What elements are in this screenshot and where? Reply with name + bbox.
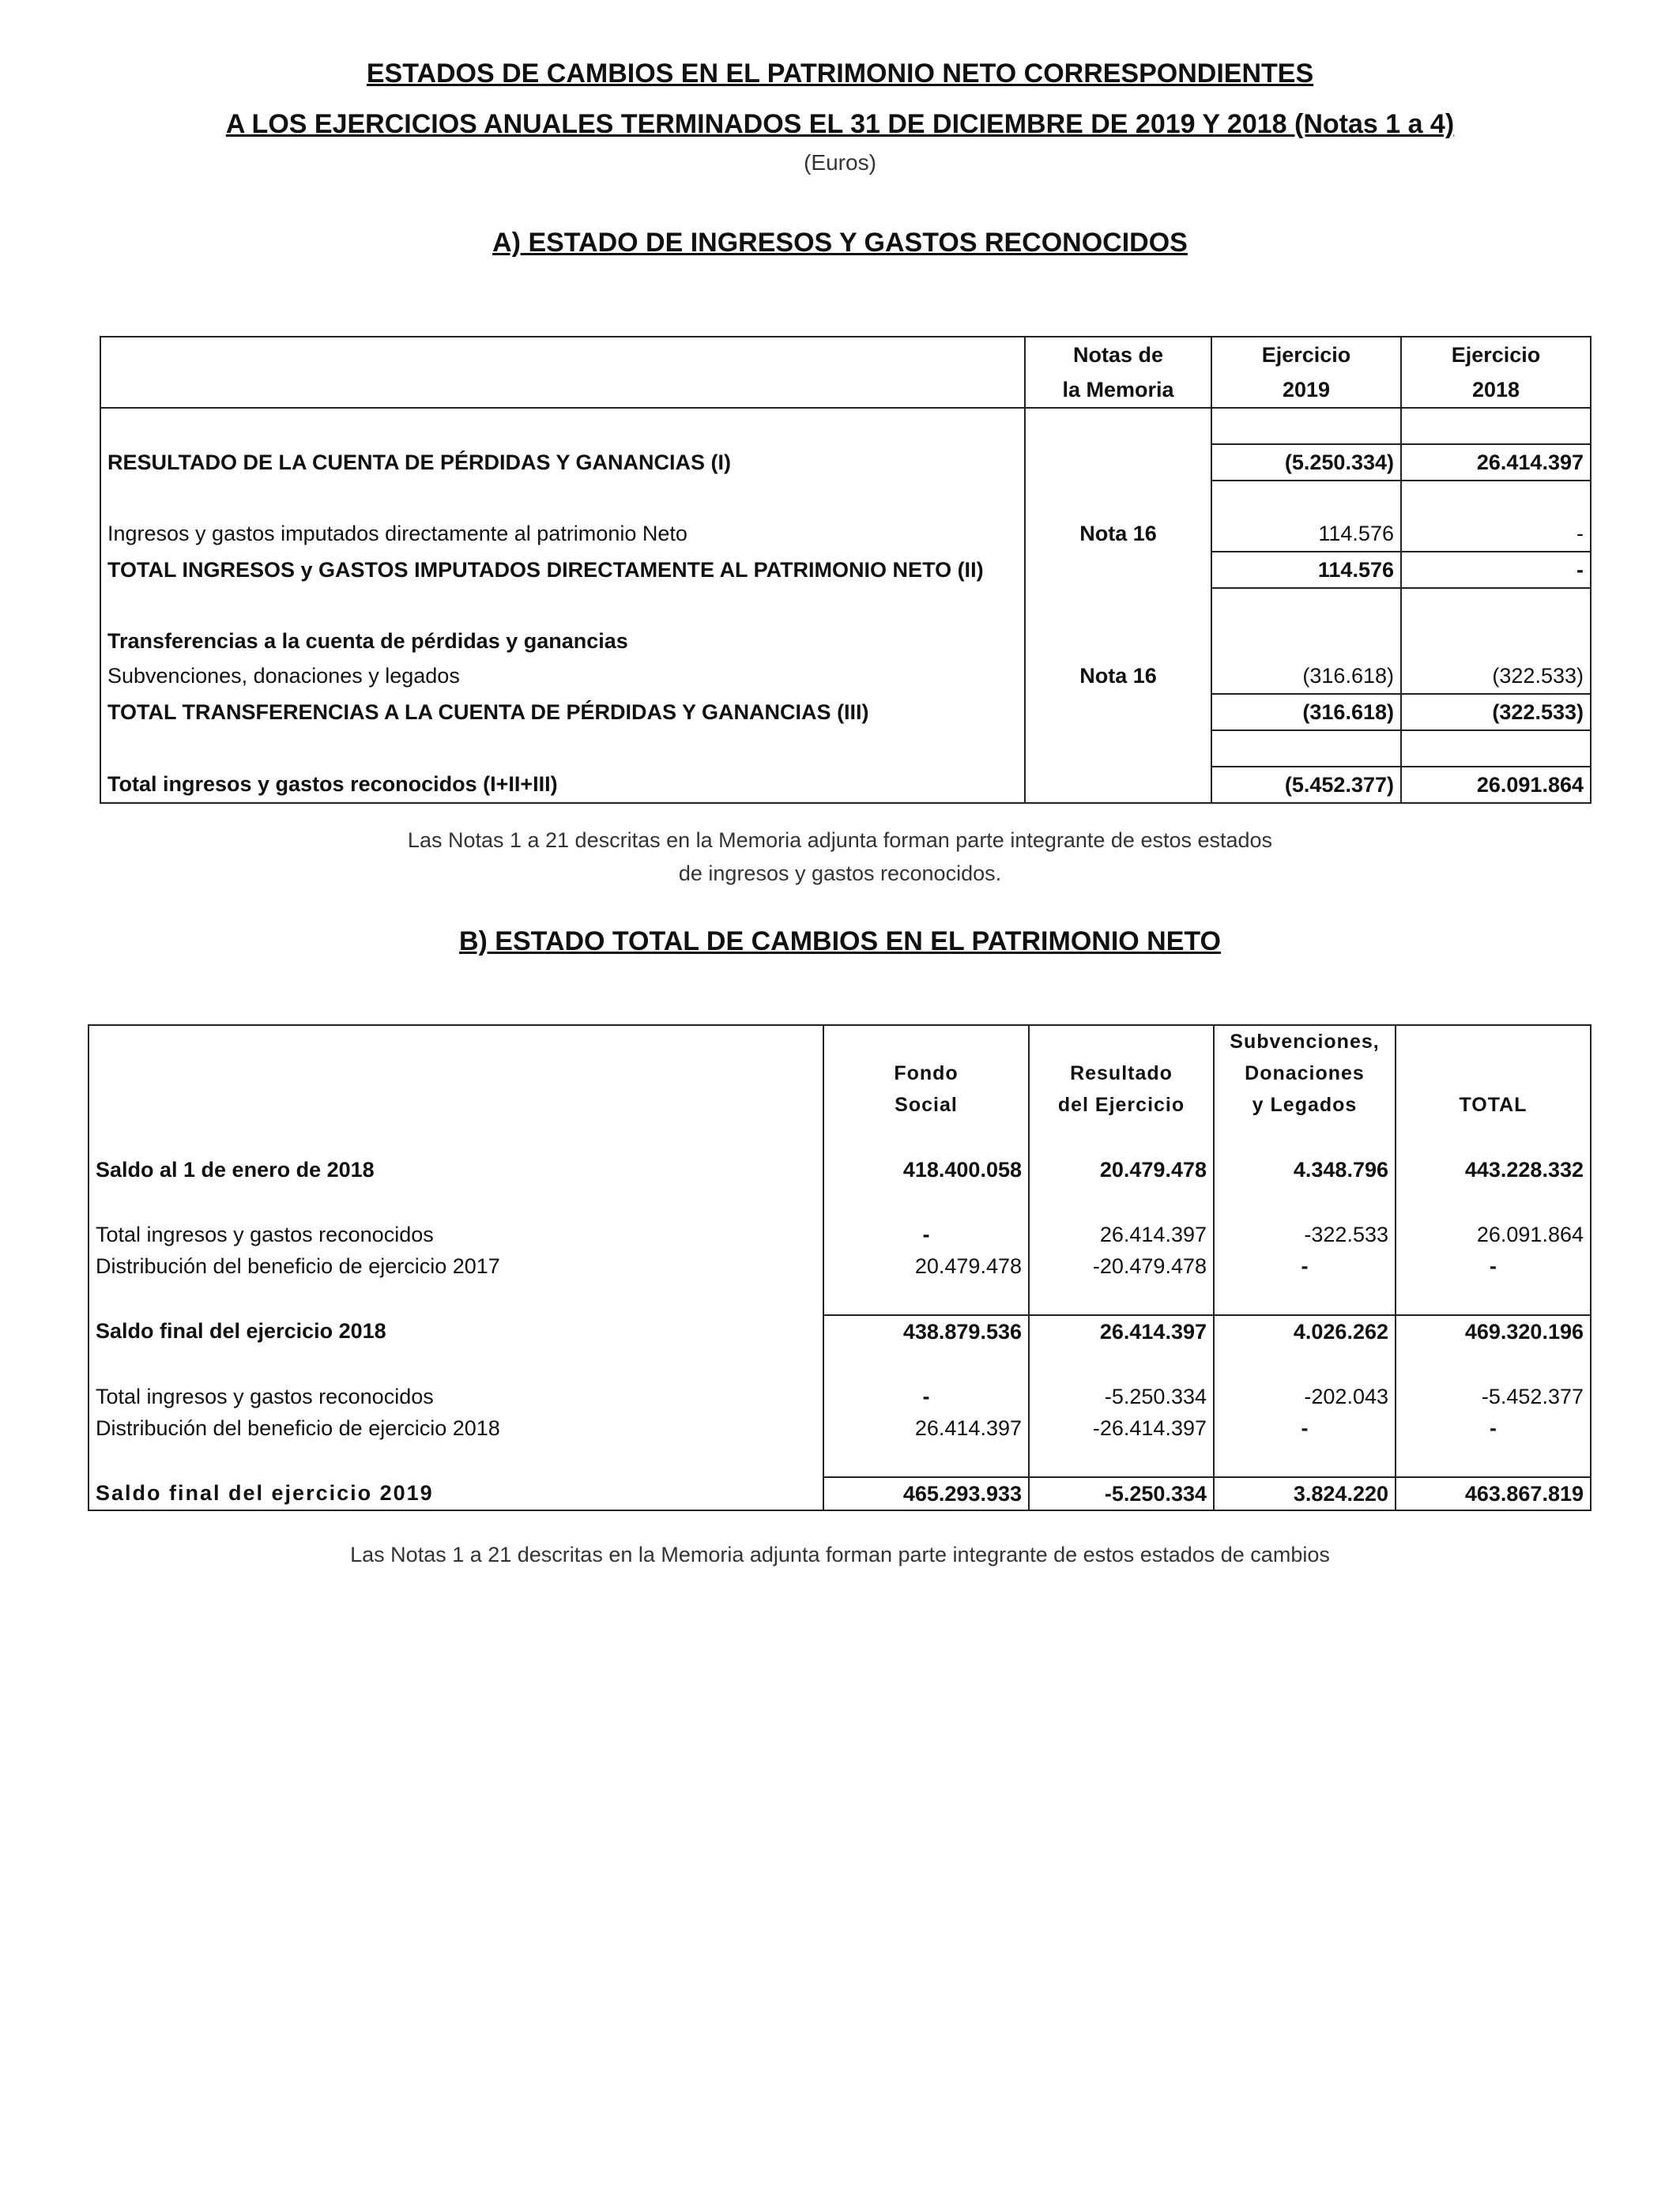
currency-label: (Euros) — [804, 150, 876, 175]
row-subv: - — [1214, 1250, 1396, 1282]
table-row — [100, 767, 1591, 803]
table-row — [89, 1154, 1591, 1186]
row-resultado: -26.414.397 — [1029, 1412, 1214, 1444]
row-total: - — [1396, 1250, 1591, 1282]
row-label: Total ingresos y gastos reconocidos — [96, 1384, 434, 1408]
row-label: TOTAL INGRESOS y GASTOS IMPUTADOS DIRECTAMENTE AL PATRIMONIO NETO (II) — [107, 557, 984, 582]
row-note — [1025, 624, 1211, 658]
table-row — [100, 552, 1591, 588]
col-fondo-header-2: Social — [823, 1089, 1029, 1121]
equity-changes-table — [88, 1024, 1591, 1511]
row-total: 463.867.819 — [1396, 1477, 1591, 1510]
table-row — [89, 1412, 1591, 1444]
row-resultado: 26.414.397 — [1029, 1315, 1214, 1348]
table-row — [100, 444, 1591, 481]
row-label: Distribución del beneficio de ejercicio 2017 — [96, 1253, 500, 1278]
row-subv: -322.533 — [1214, 1219, 1396, 1250]
col-subv-header-2: Donaciones — [1214, 1057, 1396, 1089]
col-resultado-header-1: Resultado — [1029, 1057, 1214, 1089]
col-fondo-header-1: Fondo — [823, 1057, 1029, 1089]
section-a-footnote-line1: Las Notas 1 a 21 descritas en la Memoria adjunta forman parte integrante de estos estados — [407, 828, 1273, 852]
row-value-2019 — [1211, 624, 1401, 658]
row-label: Saldo final del ejercicio 2018 — [96, 1319, 386, 1343]
section-a-footnote-line2: de ingresos y gastos reconocidos. — [678, 861, 1002, 885]
table-row — [89, 1315, 1591, 1348]
table-row — [89, 1250, 1591, 1282]
col-subv-header-3: y Legados — [1214, 1089, 1396, 1121]
row-note — [1025, 767, 1211, 803]
row-label: Ingresos y gastos imputados directamente al patrimonio Neto — [107, 522, 687, 545]
row-value-2019: (316.618) — [1211, 694, 1401, 730]
row-fondo: 20.479.478 — [823, 1250, 1029, 1282]
col-total-header: TOTAL — [1396, 1089, 1591, 1121]
row-resultado: -5.250.334 — [1029, 1381, 1214, 1412]
row-value-2018 — [1401, 624, 1591, 658]
row-subv: -202.043 — [1214, 1381, 1396, 1412]
row-subv: 4.348.796 — [1214, 1154, 1396, 1186]
section-b-title: B) ESTADO TOTAL DE CAMBIOS EN EL PATRIMONIO NETO — [458, 926, 1221, 956]
row-label: TOTAL TRANSFERENCIAS A LA CUENTA DE PÉRDIDAS Y GANANCIAS (III) — [107, 699, 869, 724]
row-value-2018: (322.533) — [1401, 694, 1591, 730]
income-expense-table — [100, 336, 1591, 804]
row-total: 443.228.332 — [1396, 1154, 1591, 1186]
row-value-2019: (5.452.377) — [1211, 767, 1401, 803]
row-fondo: 418.400.058 — [823, 1154, 1029, 1186]
row-label: Total ingresos y gastos reconocidos (I+II+III) — [107, 772, 558, 796]
row-label: Saldo al 1 de enero de 2018 — [96, 1157, 375, 1182]
row-subv: 4.026.262 — [1214, 1315, 1396, 1348]
row-fondo: 465.293.933 — [823, 1477, 1029, 1510]
row-label: Total ingresos y gastos reconocidos — [96, 1222, 434, 1246]
row-total: - — [1396, 1412, 1591, 1444]
row-fondo: 438.879.536 — [823, 1315, 1029, 1348]
table-row — [100, 624, 1591, 658]
document-title-line1: ESTADOS DE CAMBIOS EN EL PATRIMONIO NETO CORRESPONDIENTES — [366, 58, 1314, 89]
row-value-2019: 114.576 — [1211, 516, 1401, 552]
row-subv: - — [1214, 1412, 1396, 1444]
row-note: Nota 16 — [1025, 516, 1211, 552]
col-2018-header: Ejercicio — [1401, 337, 1591, 372]
row-value-2019: 114.576 — [1211, 552, 1401, 588]
row-value-2019: (5.250.334) — [1211, 444, 1401, 481]
row-resultado: -20.479.478 — [1029, 1250, 1214, 1282]
row-resultado: 20.479.478 — [1029, 1154, 1214, 1186]
col-2018-header-2: 2018 — [1401, 372, 1591, 408]
row-value-2018: 26.091.864 — [1401, 767, 1591, 803]
col-2019-header-2: 2019 — [1211, 372, 1401, 408]
row-label: RESULTADO DE LA CUENTA DE PÉRDIDAS Y GANANCIAS (I) — [107, 450, 732, 474]
col-subv-header-1: Subvenciones, — [1214, 1025, 1396, 1057]
row-value-2018: - — [1401, 516, 1591, 552]
section-b-footnote: Las Notas 1 a 21 descritas en la Memoria adjunta forman parte integrante de estos estados de cambios — [350, 1543, 1330, 1566]
row-label: Transferencias a la cuenta de pérdidas y ganancias — [107, 628, 628, 653]
table-row — [89, 1219, 1591, 1250]
table-row — [100, 658, 1591, 694]
row-note — [1025, 444, 1211, 481]
row-value-2018: - — [1401, 552, 1591, 588]
table-row — [100, 694, 1591, 730]
row-value-2018: 26.414.397 — [1401, 444, 1591, 481]
row-fondo: - — [823, 1219, 1029, 1250]
col-resultado-header-2: del Ejercicio — [1029, 1089, 1214, 1121]
table-row — [89, 1477, 1591, 1510]
row-fondo: - — [823, 1381, 1029, 1412]
row-note — [1025, 694, 1211, 730]
table-row — [100, 516, 1591, 552]
row-fondo: 26.414.397 — [823, 1412, 1029, 1444]
row-resultado: -5.250.334 — [1029, 1477, 1214, 1510]
row-total: 469.320.196 — [1396, 1315, 1591, 1348]
col-notes-header-2: la Memoria — [1025, 372, 1211, 408]
row-total: 26.091.864 — [1396, 1219, 1591, 1250]
section-a-title: A) ESTADO DE INGRESOS Y GASTOS RECONOCIDOS — [492, 228, 1188, 258]
col-2019-header: Ejercicio — [1211, 337, 1401, 372]
document-title-line2: A LOS EJERCICIOS ANUALES TERMINADOS EL 31 DE DICIEMBRE DE 2019 Y 2018 (Notas 1 a 4) — [225, 109, 1455, 139]
row-resultado: 26.414.397 — [1029, 1219, 1214, 1250]
row-note — [1025, 552, 1211, 588]
row-value-2019: (316.618) — [1211, 658, 1401, 694]
row-total: -5.452.377 — [1396, 1381, 1591, 1412]
row-value-2018: (322.533) — [1401, 658, 1591, 694]
table-row — [89, 1381, 1591, 1412]
row-label: Distribución del beneficio de ejercicio 2018 — [96, 1416, 500, 1440]
row-label: Subvenciones, donaciones y legados — [107, 664, 460, 688]
row-subv: 3.824.220 — [1214, 1477, 1396, 1510]
row-label: Saldo final del ejercicio 2019 — [96, 1481, 434, 1505]
row-note: Nota 16 — [1025, 658, 1211, 694]
col-notes-header: Notas de — [1025, 337, 1211, 372]
